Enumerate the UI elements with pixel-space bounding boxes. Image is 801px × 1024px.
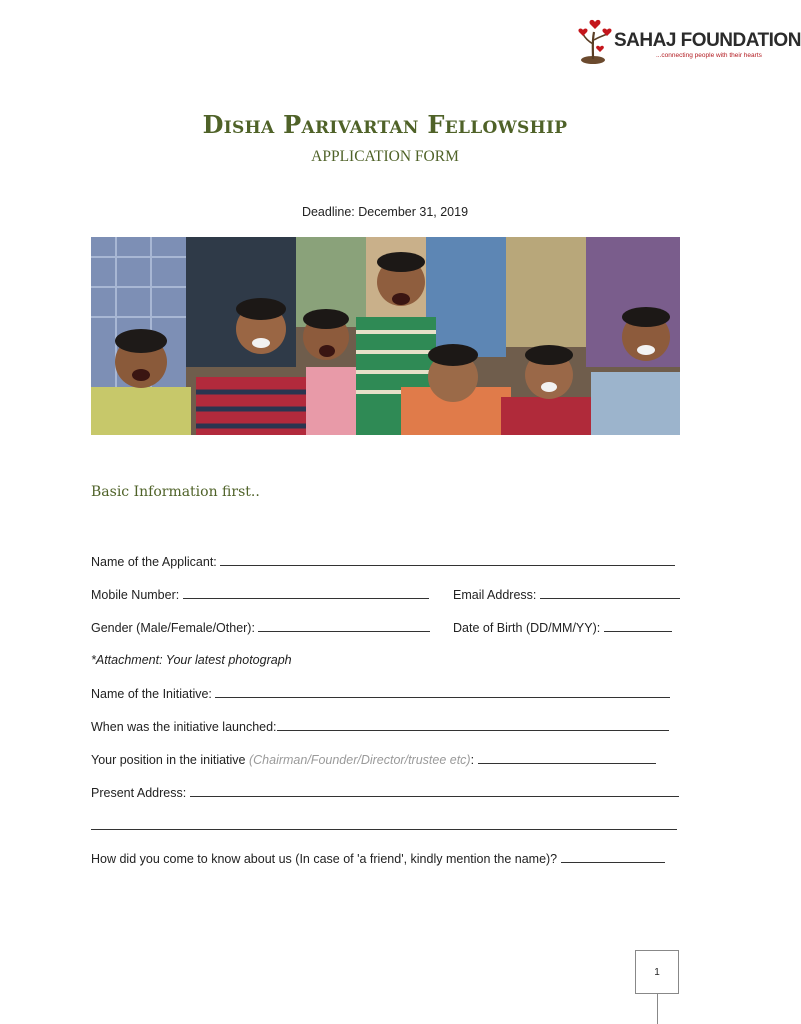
address-label: Present Address: [91,786,190,800]
page-number: 1 [635,950,679,994]
mobile-label: Mobile Number: [91,588,183,602]
applicant-name-field[interactable] [91,554,675,569]
page-number-connector [657,994,658,1024]
address-blank-1[interactable] [190,785,679,797]
position-colon: : [470,753,478,767]
position-field[interactable] [91,752,656,767]
email-blank[interactable] [540,587,680,599]
launched-field[interactable] [91,719,669,734]
form-title: Disha Parivartan Fellowship [202,110,568,139]
children-group-photo [91,237,680,435]
initiative-name-field[interactable] [91,686,670,701]
launched-label: When was the initiative launched: [91,720,277,734]
mobile-blank[interactable] [183,587,429,599]
heart-tree-icon [576,14,616,66]
applicant-name-blank[interactable] [220,554,675,566]
gender-label: Gender (Male/Female/Other): [91,621,259,635]
how-know-blank[interactable] [561,851,665,863]
initiative-name-blank[interactable] [215,686,670,698]
gender-blank[interactable] [258,620,430,632]
attachment-note: *Attachment: Your latest photograph [91,653,292,667]
dob-field[interactable] [453,620,672,635]
launched-blank[interactable] [277,719,669,731]
email-field[interactable] [453,587,680,602]
mobile-field[interactable] [91,587,429,602]
address-line-2[interactable] [91,818,677,833]
applicant-name-label: Name of the Applicant: [91,555,221,569]
how-know-field[interactable] [91,851,665,866]
form-subtitle: APPLICATION FORM [311,148,459,165]
dob-label: Date of Birth (DD/MM/YY): [453,621,604,635]
position-label: Your position in the initiative [91,753,249,767]
address-blank-2[interactable] [91,818,677,830]
gender-field[interactable] [91,620,430,635]
deadline-text: Deadline: December 31, 2019 [301,205,469,219]
section-heading: Basic Information first.. [91,484,260,500]
sahaj-foundation-logo [576,14,801,66]
logo-name: SAHAJ FOUNDATION [614,30,801,51]
initiative-name-label: Name of the Initiative: [91,687,216,701]
position-hint: (Chairman/Founder/Director/trustee etc) [248,753,471,767]
address-field[interactable] [91,785,679,800]
position-blank[interactable] [478,752,656,764]
logo-tagline: ...connecting people with their hearts [656,52,762,59]
email-label: Email Address: [453,588,540,602]
dob-blank[interactable] [604,620,672,632]
how-know-label: How did you come to know about us (In case of 'a friend', kindly mention the name)? [91,852,561,866]
